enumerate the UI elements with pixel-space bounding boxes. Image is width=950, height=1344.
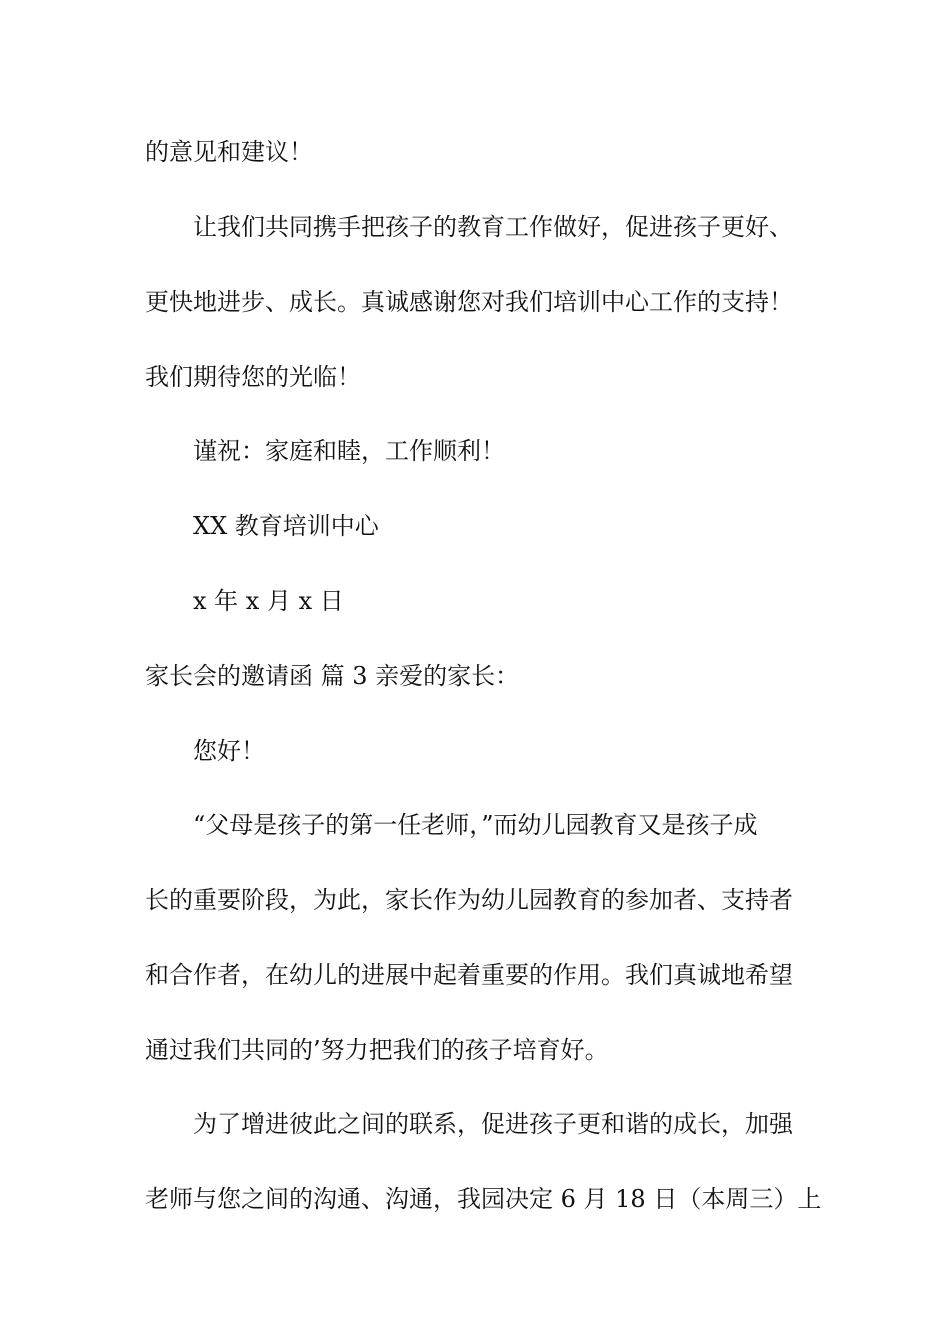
section-heading: 家长会的邀请函 篇 3 亲爱的家长：	[145, 662, 520, 690]
text-line: XX 教育培训中心	[193, 512, 379, 540]
text-line: 为了增进彼此之间的联系，促进孩子更和谐的成长，加强	[193, 1110, 793, 1138]
text-line: 和合作者，在幼儿的进展中起着重要的作用。我们真诚地希望	[145, 961, 793, 989]
text-line: 的意见和建议！	[145, 138, 313, 166]
text-line: “父母是孩子的第一任老师，”而幼儿园教育又是孩子成	[193, 811, 758, 839]
text-line: x 年 x 月 x 日	[193, 587, 344, 615]
text-line: 通过我们共同的’努力把我们的孩子培育好。	[145, 1036, 609, 1064]
text-line: 我们期待您的光临！	[145, 363, 361, 391]
text-line: 谨祝：家庭和睦，工作顺利！	[193, 437, 505, 465]
text-line: 长的重要阶段，为此，家长作为幼儿园教育的参加者、支持者	[145, 886, 793, 914]
greeting-line: 您好！	[193, 737, 265, 765]
text-line: 老师与您之间的沟通、沟通，我园决定 6 月 18 日（本周三）上	[145, 1185, 822, 1213]
text-line: 让我们共同携手把孩子的教育工作做好，促进孩子更好、	[193, 213, 793, 241]
text-line: 更快地进步、成长。真诚感谢您对我们培训中心工作的支持！	[145, 288, 793, 316]
